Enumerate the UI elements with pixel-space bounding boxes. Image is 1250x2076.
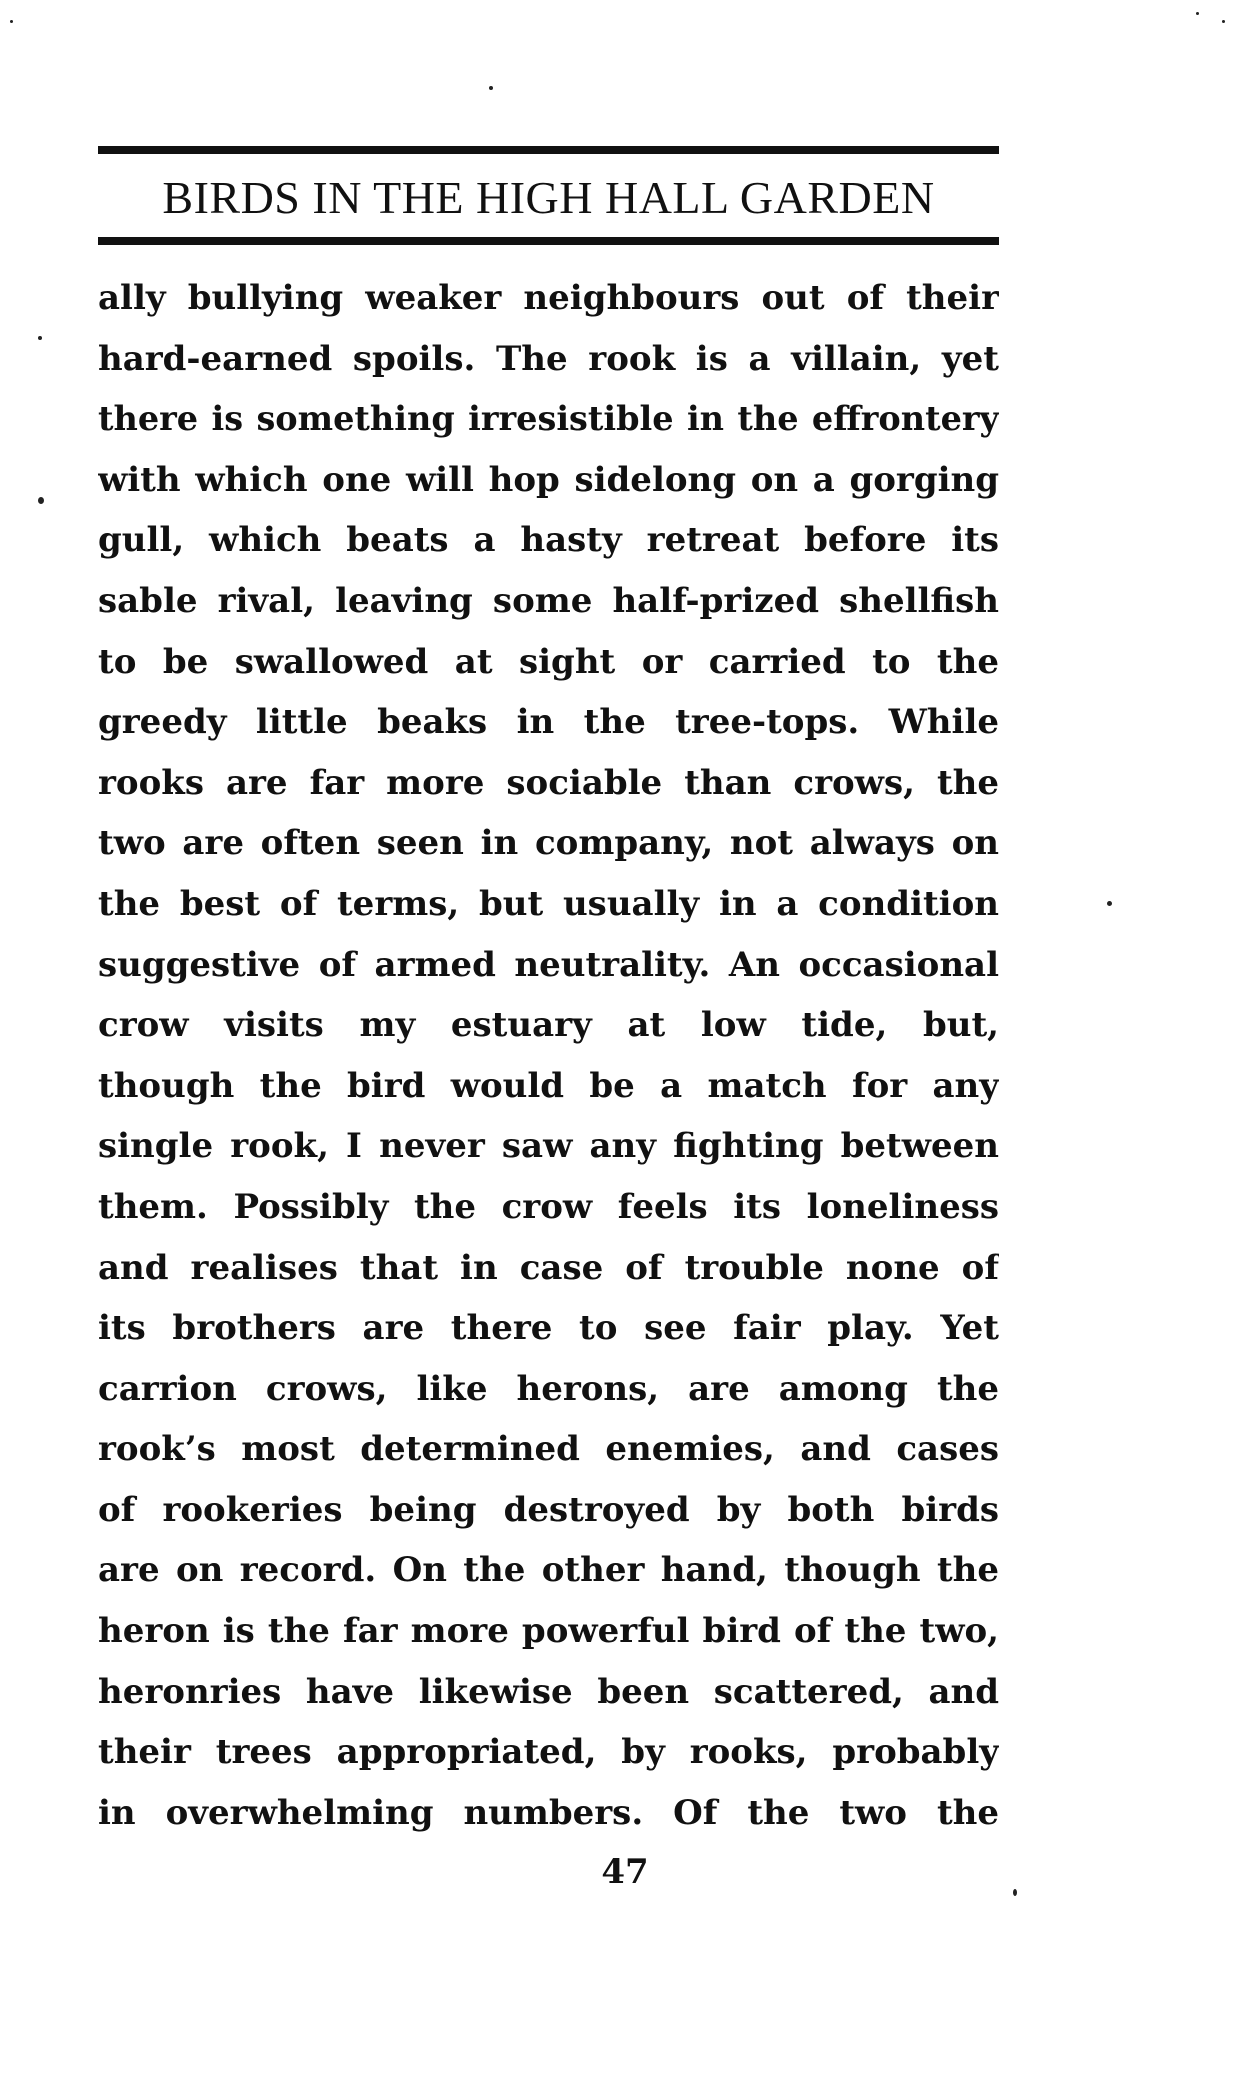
- text-line: of rookeries being destroyed by both birds: [98, 1489, 999, 1530]
- scan-speck: [1196, 12, 1199, 15]
- text-line: sable rival, leaving some half-prized shellfish: [98, 580, 999, 621]
- text-line: with which one will hop sidelong on a gorging: [98, 459, 999, 500]
- text-line: in overwhelming numbers. Of the two the: [98, 1792, 999, 1833]
- text-line: the best of terms, but usually in a condition: [98, 883, 999, 924]
- text-line: two are often seen in company, not always on: [98, 823, 999, 864]
- text-line: hard-earned spoils. The rook is a villain, yet: [98, 338, 999, 379]
- scan-speck: [1107, 901, 1112, 906]
- scan-speck: [38, 497, 44, 504]
- text-line: rooks are far more sociable than crows, the: [98, 762, 999, 803]
- text-line: ally bullying weaker neighbours out of their: [98, 278, 999, 318]
- text-line: carrion crows, like herons, are among the: [98, 1368, 999, 1409]
- text-line: their trees appropriated, by rooks, probably: [98, 1732, 999, 1773]
- scan-speck: [38, 336, 42, 340]
- text-line: to be swallowed at sight or carried to the: [98, 641, 999, 682]
- text-line: are on record. On the other hand, though the: [98, 1550, 999, 1591]
- text-line: and realises that in case of trouble none of: [98, 1247, 999, 1288]
- page-number: 47: [601, 1852, 649, 1892]
- text-line: heron is the far more powerful bird of the two,: [98, 1611, 999, 1652]
- text-line: single rook, I never saw any fighting between: [98, 1126, 999, 1167]
- scan-speck: [1013, 1889, 1017, 1896]
- text-line: though the bird would be a match for any: [98, 1065, 999, 1106]
- text-line: them. Possibly the crow feels its loneliness: [98, 1186, 999, 1227]
- header-rule-bottom: [98, 237, 999, 245]
- text-line: suggestive of armed neutrality. An occasional: [98, 944, 999, 985]
- running-head: BIRDS IN THE HIGH HALL GARDEN: [162, 172, 935, 223]
- text-line: heronries have likewise been scattered, and: [98, 1671, 999, 1712]
- text-line: there is something irresistible in the effrontery: [98, 399, 999, 439]
- scan-speck: [489, 86, 493, 90]
- header-rule-top: [98, 146, 999, 154]
- text-line: its brothers are there to see fair play. Yet: [98, 1308, 999, 1349]
- text-line: crow visits my estuary at low tide, but,: [98, 1005, 999, 1046]
- text-line: greedy little beaks in the tree-tops. While: [98, 702, 999, 743]
- scan-speck: [10, 20, 13, 23]
- text-line: gull, which beats a hasty retreat before its: [98, 520, 999, 561]
- body-text: [98, 268, 999, 1843]
- text-line: rook’s most determined enemies, and cases: [98, 1429, 999, 1470]
- scan-speck: [1222, 20, 1225, 23]
